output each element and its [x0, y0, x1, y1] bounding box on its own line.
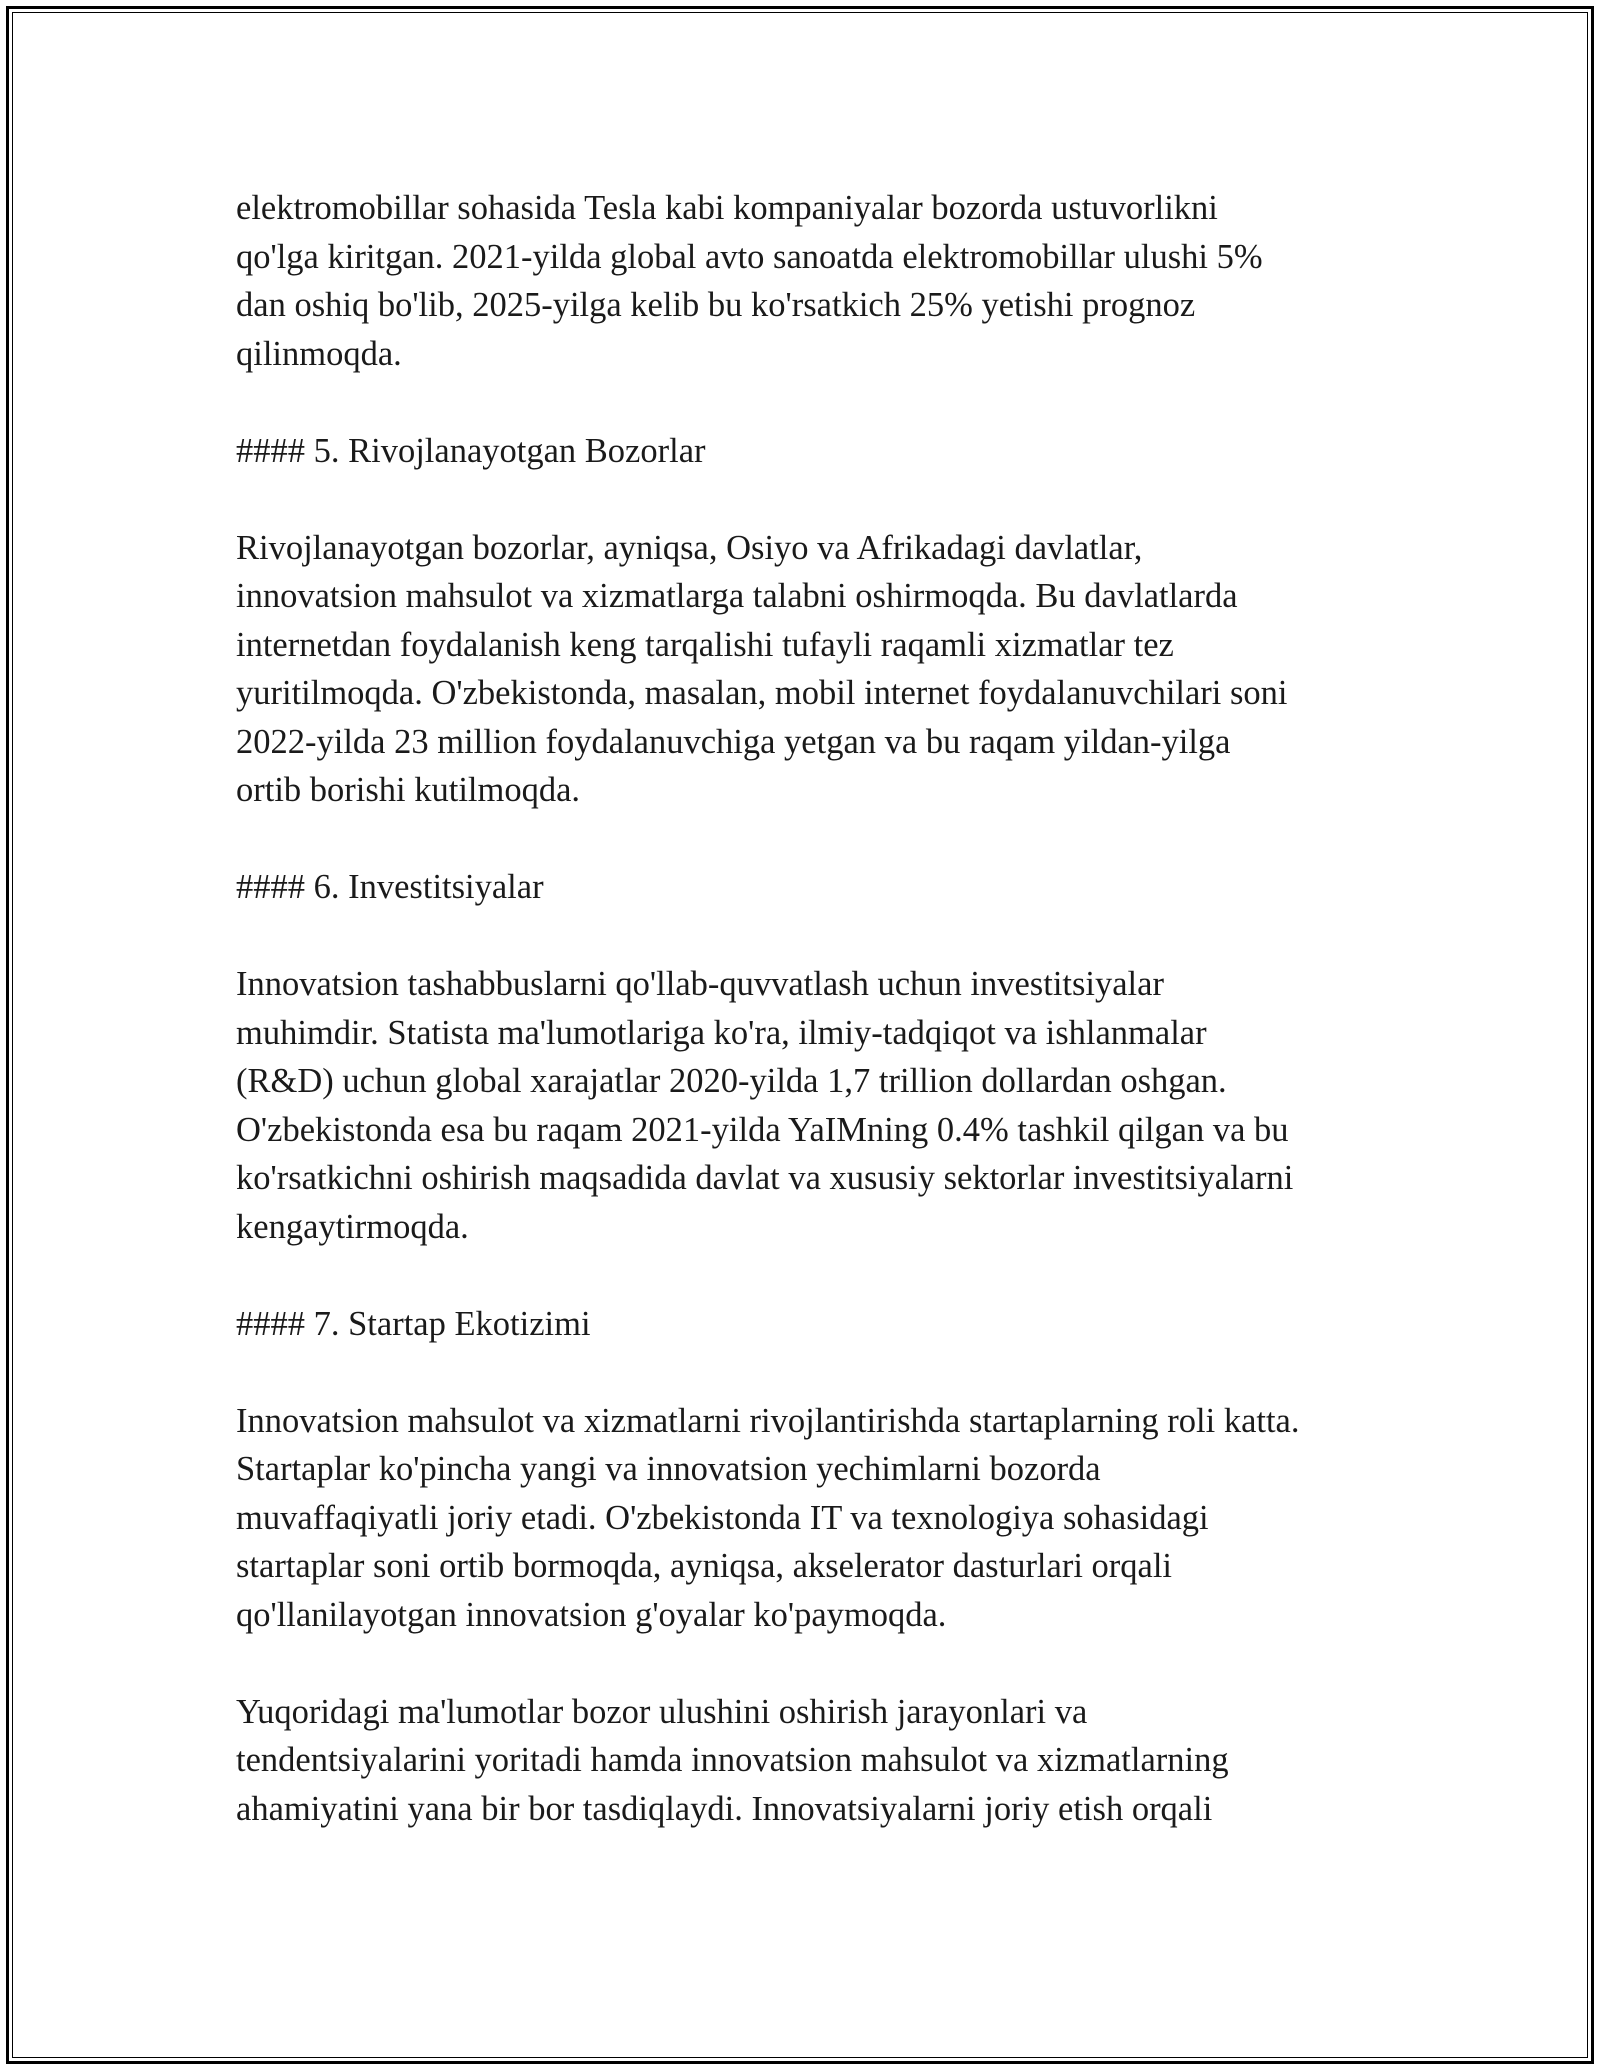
text-line: Yuqoridagi ma'lumotlar bozor ulushini oshirish jarayonlari va: [236, 1692, 1088, 1731]
heading-startup-ecosystem: [236, 1300, 1386, 1349]
text-line: Innovatsion mahsulot va xizmatlarni rivojlantirishda startaplarning roli katta.: [236, 1401, 1300, 1440]
text-line: startaplar soni ortib bormoqda, ayniqsa, akselerator dasturlari orqali: [236, 1547, 1172, 1585]
text-line: ortib borishi kutilmoqda.: [236, 771, 581, 809]
paragraph-investments: [236, 960, 1386, 1251]
text-line: innovatsion mahsulot va xizmatlarga talabni oshirmoqda. Bu davlatlarda: [236, 577, 1238, 615]
paragraph-emerging-markets: [236, 524, 1386, 815]
section-heading: #### 6. Investitsiyalar: [236, 868, 544, 906]
text-line: tendentsiyalarini yoritadi hamda innovatsion mahsulot va xizmatlarning: [236, 1741, 1229, 1779]
text-line: ahamiyatini yana bir bor tasdiqlaydi. Innovatsiyalarni joriy etish orqali: [236, 1789, 1213, 1828]
text-line: qilinmoqda.: [236, 334, 402, 373]
paragraph-conclusion: [236, 1688, 1386, 1834]
document-body: [236, 184, 1386, 1833]
text-line: Startaplar ko'pincha yangi va innovatsion yechimlarni bozorda: [236, 1450, 1101, 1488]
heading-investments: [236, 863, 1386, 912]
text-line: internetdan foydalanish keng tarqalishi tufayli raqamli xizmatlar tez: [236, 625, 1174, 664]
text-line: ko'rsatkichni oshirish maqsadida davlat va xususiy sektorlar investitsiyalarni: [236, 1159, 1294, 1197]
text-line: elektromobillar sohasida Tesla kabi kompaniyalar bozorda ustuvorlikni: [236, 189, 1218, 227]
paragraph-spacer: [236, 1639, 1386, 1688]
text-line: dan oshiq bo'lib, 2025-yilga kelib bu ko'rsatkich 25% yetishi prognoz: [236, 286, 1196, 324]
paragraph-spacer: [236, 1348, 1386, 1397]
text-line: Rivojlanayotgan bozorlar, ayniqsa, Osiyo va Afrikadagi davlatlar,: [236, 528, 1143, 567]
text-line: O'zbekistonda esa bu raqam 2021-yilda YaIMning 0.4% tashkil qilgan va bu: [236, 1110, 1289, 1149]
text-line: muvaffaqiyatli joriy etadi. O'zbekistonda IT va texnologiya sohasidagi: [236, 1498, 1209, 1537]
text-line: (R&D) uchun global xarajatlar 2020-yilda 1,7 trillion dollardan oshgan.: [236, 1062, 1227, 1100]
text-line: qo'lga kiritgan. 2021-yilda global avto sanoatda elektromobillar ulushi 5%: [236, 237, 1263, 276]
text-line: Innovatsion tashabbuslarni qo'llab-quvvatlash uchun investitsiyalar: [236, 965, 1164, 1003]
text-line: muhimdir. Statista ma'lumotlariga ko'ra, ilmiy-tadqiqot va ishlanmalar: [236, 1013, 1207, 1052]
text-line: kengaytirmoqda.: [236, 1207, 469, 1246]
paragraph-startup-ecosystem: [236, 1397, 1386, 1640]
section-heading: #### 5. Rivojlanayotgan Bozorlar: [236, 431, 706, 470]
text-line: 2022-yilda 23 million foydalanuvchiga yetgan va bu raqam yildan-yilga: [236, 722, 1231, 761]
paragraph-spacer: [236, 475, 1386, 524]
paragraph-ev-market: [236, 184, 1386, 378]
paragraph-spacer: [236, 378, 1386, 427]
paragraph-spacer: [236, 815, 1386, 864]
paragraph-spacer: [236, 1251, 1386, 1300]
section-heading: #### 7. Startap Ekotizimi: [236, 1304, 591, 1343]
text-line: yuritilmoqda. O'zbekistonda, masalan, mobil internet foydalanuvchilari soni: [236, 674, 1288, 712]
heading-emerging-markets: [236, 427, 1386, 476]
paragraph-spacer: [236, 912, 1386, 961]
text-line: qo'llanilayotgan innovatsion g'oyalar ko'paymoqda.: [236, 1595, 947, 1634]
